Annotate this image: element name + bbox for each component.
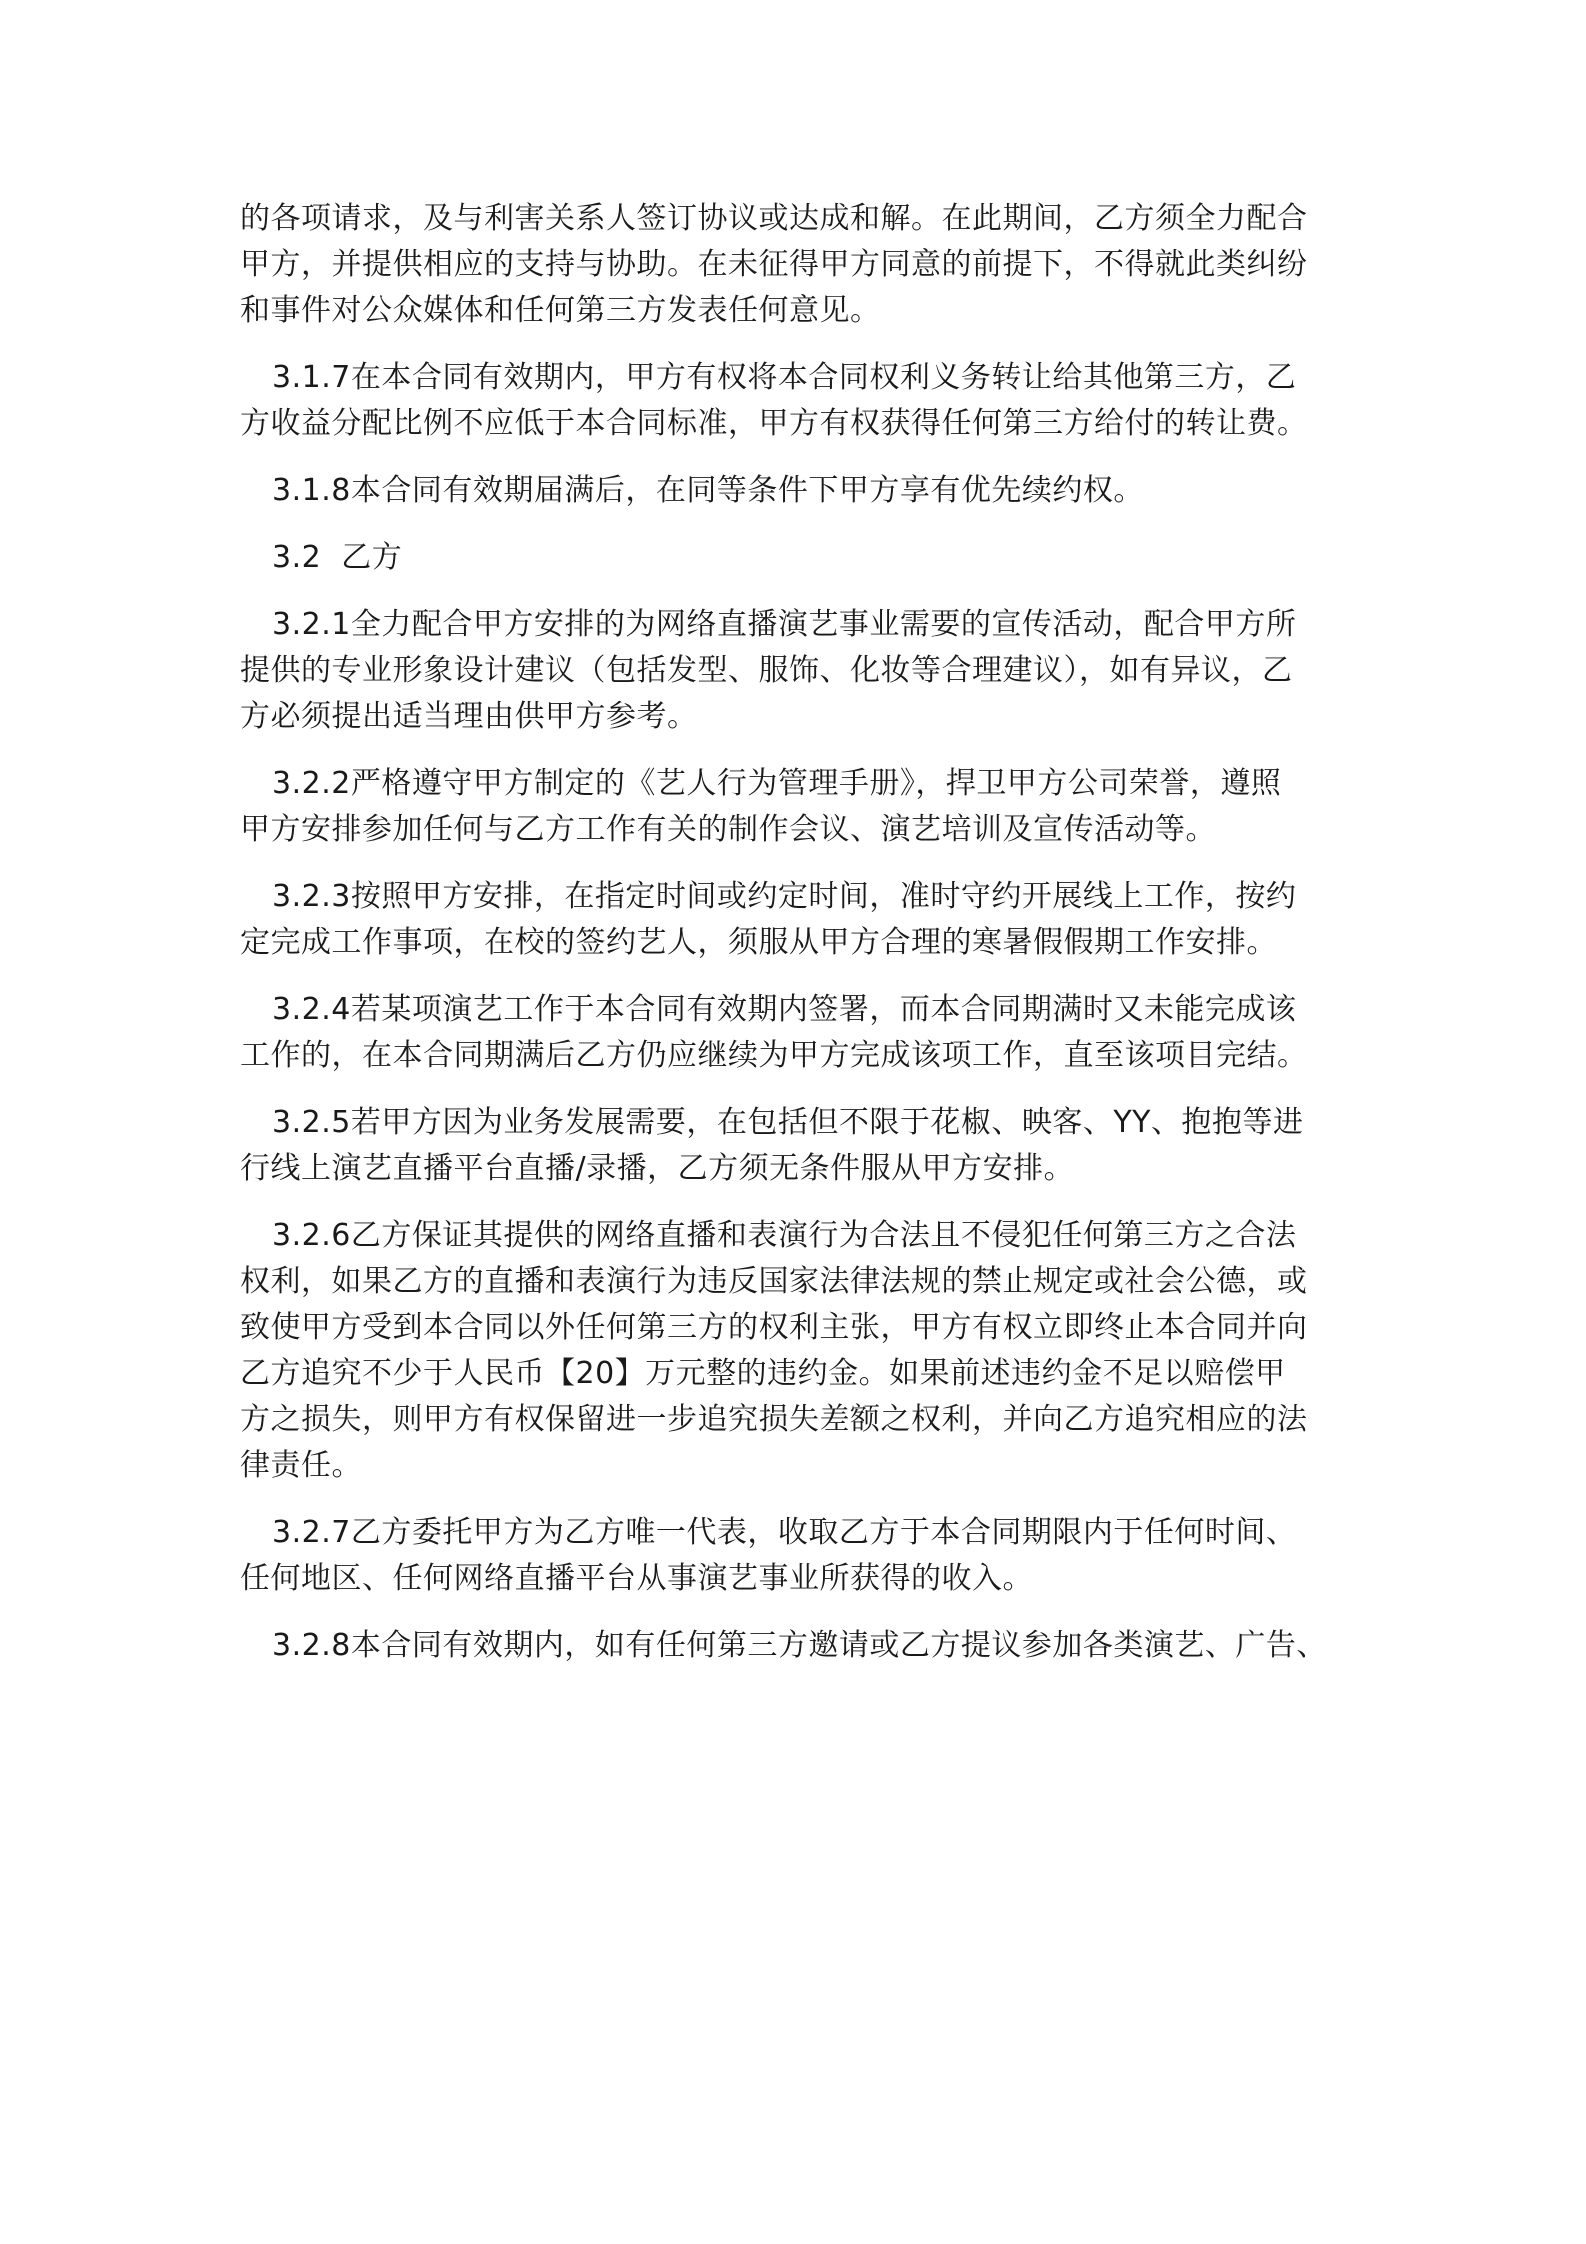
- section-heading-3-2: [240, 535, 1360, 581]
- text-line: 行线上演艺直播平台直播/录播，乙方须无条件服从甲方安排。: [240, 1151, 1075, 1186]
- clause-3-1-8: [240, 468, 1360, 514]
- text-line: 3.2.7乙方委托甲方为乙方唯一代表，收取乙方于本合同期限内于任何时间、: [272, 1515, 1297, 1550]
- clause-3-1-7: [240, 355, 1360, 447]
- text-line: 和事件对公众媒体和任何第三方发表任何意见。: [240, 293, 881, 328]
- text-line: 乙方追究不少于人民币【20】万元整的违约金。如果前述违约金不足以赔偿甲: [240, 1356, 1286, 1391]
- clause-3-2-2: [240, 761, 1360, 853]
- clause-3-2-1: [240, 602, 1360, 740]
- clause-3-2-5: [240, 1100, 1360, 1192]
- text-line: 律责任。: [240, 1448, 362, 1483]
- text-line: 3.2.8本合同有效期内，如有任何第三方邀请或乙方提议参加各类演艺、广告、: [272, 1628, 1327, 1663]
- text-line: 工作的，在本合同期满后乙方仍应继续为甲方完成该项工作，直至该项目完结。: [240, 1038, 1308, 1073]
- text-line: 3.2.5若甲方因为业务发展需要，在包括但不限于花椒、映客、YY、抱抱等进: [272, 1105, 1304, 1140]
- text-line: 致使甲方受到本合同以外任何第三方的权利主张，甲方有权立即终止本合同并向: [240, 1310, 1308, 1345]
- text-line: 定完成工作事项，在校的签约艺人，须服从甲方合理的寒暑假假期工作安排。: [240, 925, 1277, 960]
- text-line: 3.1.8本合同有效期届满后，在同等条件下甲方享有优先续约权。: [272, 473, 1144, 508]
- text-line: 甲方安排参加任何与乙方工作有关的制作会议、演艺培训及宣传活动等。: [240, 812, 1216, 847]
- text-line: 3.1.7在本合同有效期内，甲方有权将本合同权利义务转让给其他第三方，乙: [272, 360, 1297, 395]
- text-line: 方收益分配比例不应低于本合同标准，甲方有权获得任何第三方给付的转让费。: [240, 406, 1308, 441]
- text-line: 甲方，并提供相应的支持与协助。在未征得甲方同意的前提下，不得就此类纠纷: [240, 247, 1308, 282]
- text-line: 3.2.2严格遵守甲方制定的《艺人行为管理手册》，捍卫甲方公司荣誉，遵照: [272, 766, 1282, 801]
- clause-3-2-6: [240, 1213, 1360, 1489]
- clause-3-2-4: [240, 987, 1360, 1079]
- clause-3-2-8: [240, 1623, 1360, 1669]
- text-line: 的各项请求，及与利害关系人签订协议或达成和解。在此期间，乙方须全力配合: [240, 201, 1308, 236]
- heading-line: 3.2 乙方: [272, 540, 403, 575]
- text-line: 方之损失，则甲方有权保留进一步追究损失差额之权利，并向乙方追究相应的法: [240, 1402, 1308, 1437]
- clause-3-2-3: [240, 874, 1360, 966]
- text-line: 3.2.3按照甲方安排，在指定时间或约定时间，准时守约开展线上工作，按约: [272, 879, 1297, 914]
- document-body: [240, 196, 1360, 1669]
- text-line: 提供的专业形象设计建议（包括发型、服饰、化妆等合理建议），如有异议，乙: [240, 653, 1293, 688]
- text-line: 3.2.6乙方保证其提供的网络直播和表演行为合法且不侵犯任何第三方之合法: [272, 1218, 1297, 1253]
- text-line: 3.2.1全力配合甲方安排的为网络直播演艺事业需要的宣传活动，配合甲方所: [272, 607, 1297, 642]
- text-line: 任何地区、任何网络直播平台从事演艺事业所获得的收入。: [240, 1561, 1033, 1596]
- clause-3-2-7: [240, 1510, 1360, 1602]
- paragraph-continuation: [240, 196, 1360, 334]
- text-line: 方必须提出适当理由供甲方参考。: [240, 699, 698, 734]
- text-line: 3.2.4若某项演艺工作于本合同有效期内签署，而本合同期满时又未能完成该: [272, 992, 1297, 1027]
- text-line: 权利，如果乙方的直播和表演行为违反国家法律法规的禁止规定或社会公德，或: [240, 1264, 1308, 1299]
